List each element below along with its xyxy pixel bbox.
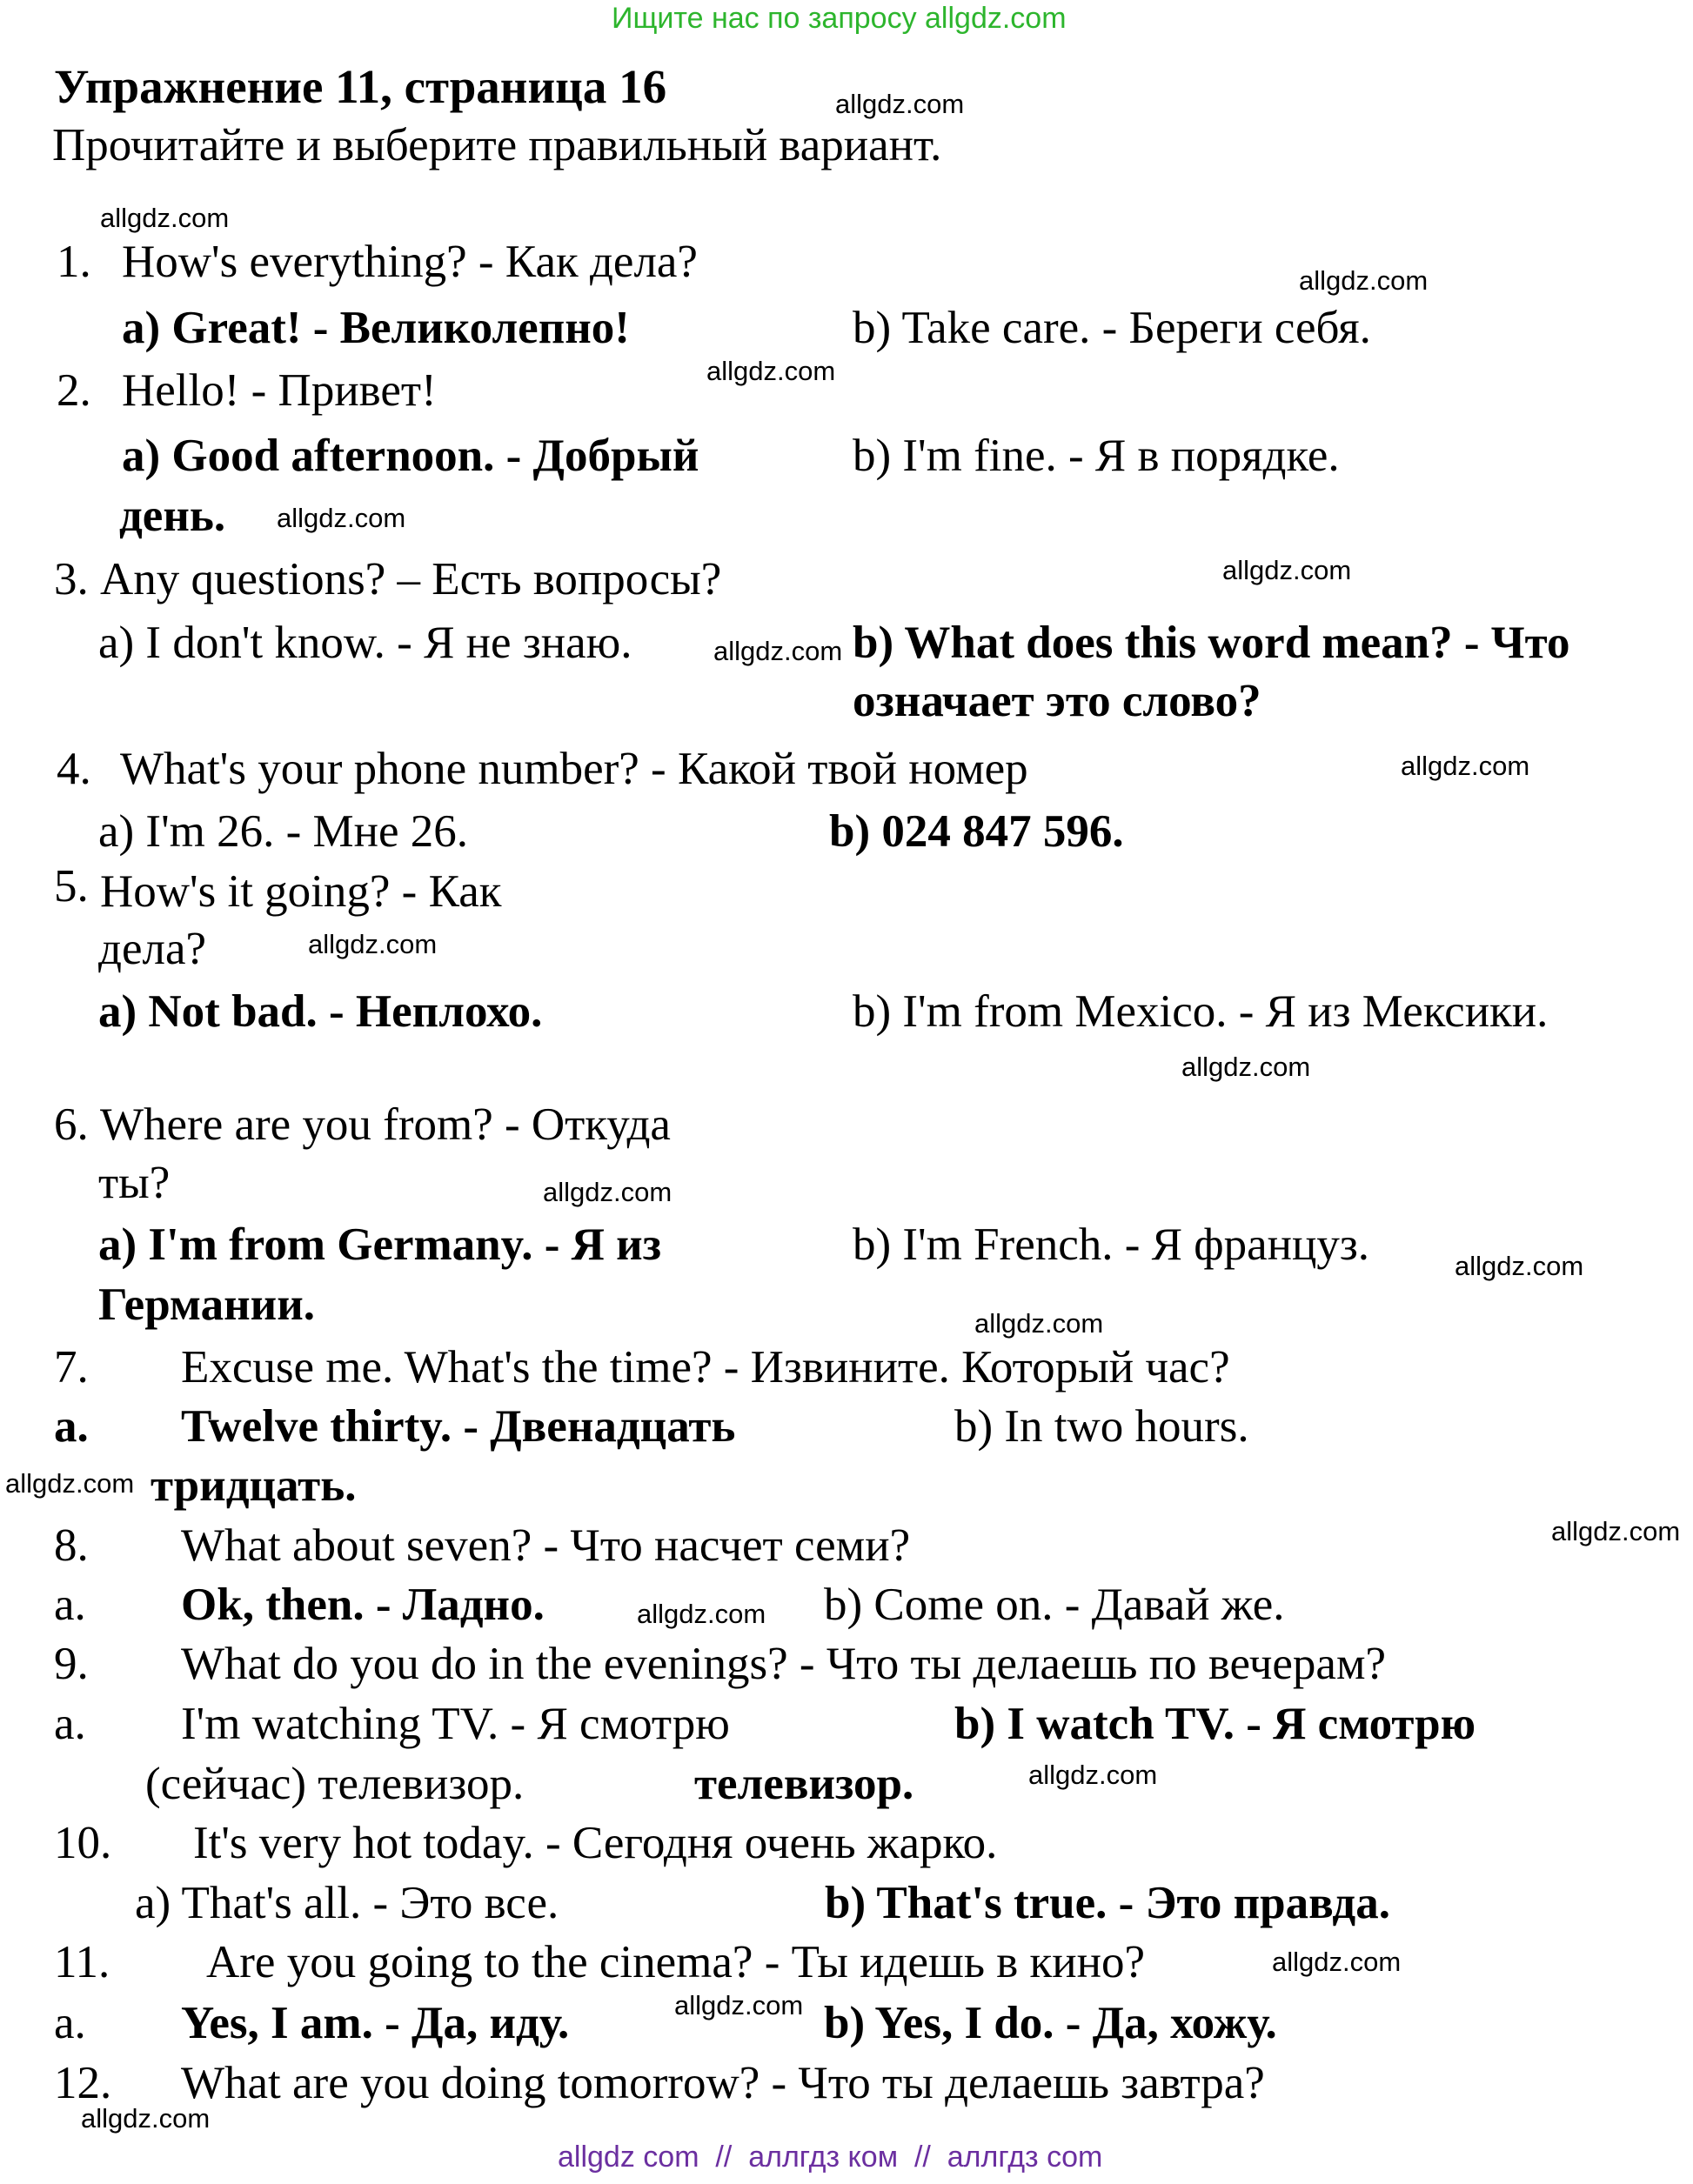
item-10-number: 10. xyxy=(54,1818,112,1868)
item-8-answer-a-marker: a. xyxy=(54,1580,86,1630)
item-8-answer-a: Ok, then. - Ладно. xyxy=(181,1580,545,1630)
watermark: allgdz.com xyxy=(706,356,836,386)
watermark: allgdz.com xyxy=(1299,265,1429,296)
watermark: allgdz.com xyxy=(637,1599,766,1629)
item-5-question-line1: How's it going? - Как xyxy=(100,866,502,917)
watermark: allgdz.com xyxy=(1272,1947,1402,1977)
item-11-answer-a: Yes, I am. - Да, иду. xyxy=(181,1998,570,2048)
watermark: allgdz.com xyxy=(5,1468,135,1499)
item-11-answer-b: b) Yes, I do. - Да, хожу. xyxy=(824,1998,1277,2048)
item-12-number: 12. xyxy=(54,2058,112,2108)
item-6-answer-a-line2: Германии. xyxy=(98,1279,315,1330)
watermark: allgdz.com xyxy=(543,1177,673,1207)
item-1-question: How's everything? - Как дела? xyxy=(122,237,698,287)
watermark: allgdz.com xyxy=(835,89,965,119)
item-3-number: 3. xyxy=(54,554,89,604)
item-5-answer-a: a) Not bad. - Неплохо. xyxy=(98,986,543,1037)
item-4-number: 4. xyxy=(57,744,91,794)
item-7-answer-a-line2: тридцать. xyxy=(151,1460,357,1511)
item-7-number: 7. xyxy=(54,1342,89,1393)
item-2-answer-a-line2: день. xyxy=(119,491,226,541)
item-9-answer-a-line2: (сейчас) телевизор. xyxy=(145,1759,525,1809)
item-3-answer-a: a) I don't know. - Я не знаю. xyxy=(98,618,632,668)
item-11-answer-a-marker: a. xyxy=(54,1998,86,2048)
item-2-answer-b: b) I'm fine. - Я в порядке. xyxy=(853,431,1340,481)
item-9-question: What do you do in the evenings? - Что ты делаешь по вечерам? xyxy=(181,1639,1387,1689)
item-6-question-line2: ты? xyxy=(98,1158,171,1208)
item-8-number: 8. xyxy=(54,1520,89,1571)
item-4-answer-a: a) I'm 26. - Мне 26. xyxy=(98,806,469,857)
watermark: allgdz.com xyxy=(674,1990,804,2020)
watermark: allgdz.com xyxy=(308,929,438,959)
watermark: allgdz.com xyxy=(1551,1516,1681,1546)
bottom-banner: allgdz com // аллгдз ком // аллгдз com xyxy=(558,2141,1103,2174)
item-5-question-line2: дела? xyxy=(98,924,206,974)
item-9-answer-b-line2: телевизор. xyxy=(694,1759,914,1809)
item-2-number: 2. xyxy=(57,365,91,416)
item-6-question-line1: Where are you from? - Откуда xyxy=(100,1099,671,1150)
item-3-answer-b-line1: b) What does this word mean? - Что xyxy=(853,618,1570,668)
item-4-question: What's your phone number? - Какой твой номер xyxy=(120,744,1028,794)
watermark: allgdz.com xyxy=(1401,751,1530,781)
watermark: allgdz.com xyxy=(1028,1760,1158,1790)
item-6-answer-a-line1: a) I'm from Germany. - Я из xyxy=(98,1219,661,1270)
watermark: allgdz.com xyxy=(1181,1052,1311,1082)
item-6-answer-b: b) I'm French. - Я француз. xyxy=(853,1219,1370,1270)
item-2-question: Hello! - Привет! xyxy=(122,365,437,416)
item-4-answer-b: b) 024 847 596. xyxy=(829,806,1124,857)
item-1-answer-a: a) Great! - Великолепно! xyxy=(122,303,630,353)
item-3-question: Any questions? – Есть вопросы? xyxy=(100,554,722,604)
item-10-answer-a: a) That's all. - Это все. xyxy=(135,1878,559,1928)
item-9-answer-a-line1: I'm watching TV. - Я смотрю xyxy=(181,1699,730,1749)
item-5-number: 5. xyxy=(54,861,89,912)
watermark: allgdz.com xyxy=(100,203,230,233)
item-2-answer-a-line1: a) Good afternoon. - Добрый xyxy=(122,431,699,481)
watermark: allgdz.com xyxy=(974,1308,1104,1339)
watermark: allgdz.com xyxy=(81,2103,211,2134)
item-9-answer-b-line1: b) I watch TV. - Я смотрю xyxy=(954,1699,1476,1749)
item-11-question: Are you going to the cinema? - Ты идешь в кино? xyxy=(206,1937,1146,1987)
item-7-answer-a-marker: a. xyxy=(54,1401,89,1452)
item-7-answer-a-line1: Twelve thirty. - Двенадцать xyxy=(181,1401,736,1452)
exercise-instruction: Прочитайте и выберите правильный вариант. xyxy=(52,120,942,170)
item-3-answer-b-line2: означает это слово? xyxy=(853,676,1261,726)
item-8-question: What about seven? - Что насчет семи? xyxy=(181,1520,911,1571)
item-1-number: 1. xyxy=(57,237,91,287)
item-6-number: 6. xyxy=(54,1099,89,1150)
top-banner: Ищите нас по запросу allgdz.com xyxy=(612,2,1067,35)
item-7-answer-b: b) In two hours. xyxy=(954,1401,1249,1452)
watermark: allgdz.com xyxy=(277,503,406,533)
item-10-question: It's very hot today. - Сегодня очень жарко. xyxy=(193,1818,998,1868)
item-1-answer-b: b) Take care. - Береги себя. xyxy=(853,303,1371,353)
item-9-answer-a-marker: a. xyxy=(54,1699,86,1749)
exercise-title: Упражнение 11, страница 16 xyxy=(54,60,667,113)
item-12-question: What are you doing tomorrow? - Что ты делаешь завтра? xyxy=(181,2058,1265,2108)
item-7-question: Excuse me. What's the time? - Извините. Который час? xyxy=(181,1342,1230,1393)
watermark: allgdz.com xyxy=(1455,1251,1584,1281)
item-9-number: 9. xyxy=(54,1639,89,1689)
item-10-answer-b: b) That's true. - Это правда. xyxy=(825,1878,1390,1928)
item-11-number: 11. xyxy=(54,1937,110,1987)
watermark: allgdz.com xyxy=(1222,555,1352,585)
item-8-answer-b: b) Come on. - Давай же. xyxy=(824,1580,1285,1630)
watermark: allgdz.com xyxy=(713,636,843,666)
item-5-answer-b: b) I'm from Mexico. - Я из Мексики. xyxy=(853,986,1549,1037)
